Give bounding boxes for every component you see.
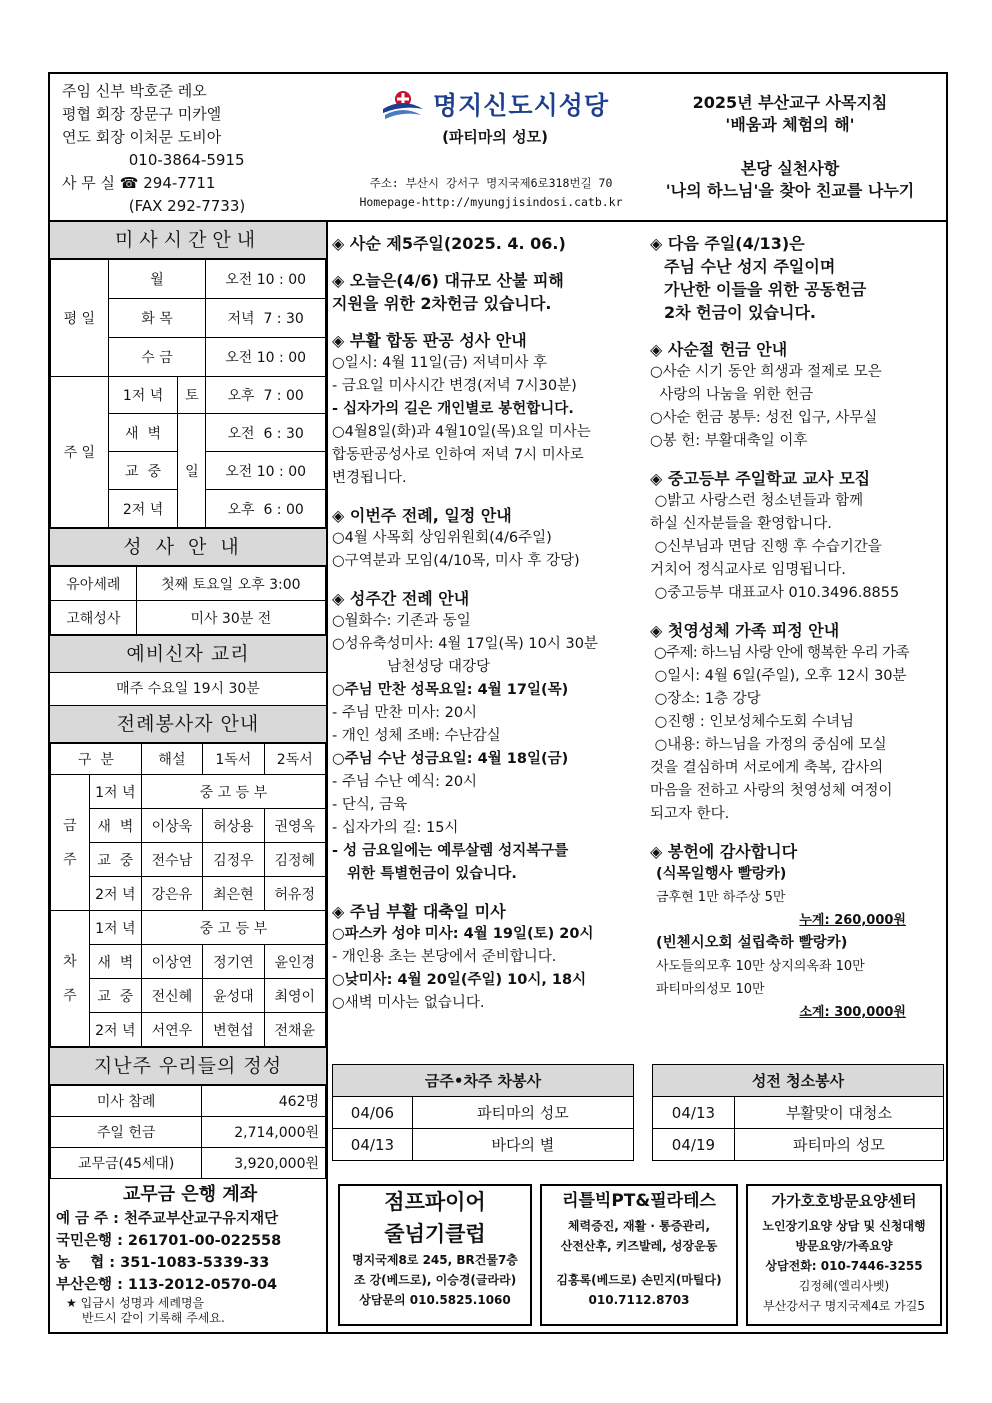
mass-schedule-table — [50, 259, 326, 528]
service-date: 04/06 — [333, 1097, 413, 1129]
server-mass: 1저 녁 — [89, 911, 141, 945]
server-name: 변현섭 — [203, 1013, 264, 1047]
section-line: - 개인용 초는 본당에서 준비합니다. — [332, 949, 557, 965]
section-line: - 주님 수난 예식: 20시 — [332, 774, 478, 790]
ad-title: 점프파이어 — [384, 1190, 486, 1214]
section-line: ○주제: 하느님 사랑 안에 행복한 우리 가족 — [650, 645, 909, 661]
church-homepage[interactable]: Homepage-http://myungjisindosi.catb.kr — [359, 195, 623, 209]
servers-header: 1독서 — [203, 744, 264, 775]
server-mass: 교 중 — [89, 843, 141, 877]
church-subtitle: (파티마의 성모) — [442, 128, 548, 146]
bank-line: 예 금 주 : 천주교부산교구유지재단 — [56, 1211, 279, 1227]
bank-line: 부산은행 : 113-2012-0570-04 — [56, 1277, 278, 1293]
server-name: 권영옥 — [264, 809, 325, 843]
ad-title: 리틀빅PT&필라테스 — [562, 1191, 716, 1211]
section-line: - 십자가의 길은 개인별로 봉헌합니다. — [332, 401, 574, 417]
staff-line: 연도 회장 이처문 도비아 — [62, 128, 222, 146]
server-name: 김정혜 — [264, 843, 325, 877]
section-heading: ◈ 성주간 전례 안내 — [332, 589, 470, 608]
server-mass: 1저 녁 — [89, 775, 141, 809]
staff-line: 주임 신부 박호준 레오 — [62, 82, 207, 100]
church-logo-block — [350, 86, 640, 147]
mass-schedule-title: 미사시간안내 — [50, 222, 326, 259]
ad-line: 010.7112.8703 — [588, 1293, 690, 1307]
server-name: 허유정 — [264, 877, 325, 911]
ad-line: 체력증진, 재활 · 통증관리, — [567, 1219, 711, 1233]
pastoral-line: 2025년 부산교구 사목지침 — [692, 93, 888, 112]
this-week-label: 금 주 — [51, 775, 90, 911]
server-name: 이상연 — [141, 945, 202, 979]
section-line: ○구역분과 모임(4/10목, 미사 후 강당) — [332, 553, 580, 569]
ad-line: 방문요양/가족요양 — [795, 1239, 893, 1253]
mass-day: 월 — [108, 260, 206, 299]
staff-info — [62, 80, 332, 218]
section-line: 하실 신자분들을 환영합니다. — [650, 516, 832, 532]
servers-title: 전례봉사자 안내 — [50, 705, 326, 743]
service-name: 파티마의 성모 — [412, 1097, 633, 1129]
section-line: - 금요일 미사시간 변경(저녁 7시30분) — [332, 378, 577, 394]
sacrament-name: 고해성사 — [51, 601, 137, 635]
section-line: ○파스카 성야 미사: 4월 19일(토) 20시 — [332, 926, 594, 942]
right-column — [650, 232, 944, 1024]
pastoral-guideline — [640, 92, 940, 202]
column-divider — [326, 222, 328, 1334]
ad-littlebig — [540, 1184, 738, 1326]
bank-line: 국민은행 : 261701-00-022558 — [56, 1233, 282, 1249]
offering-group-title: (식목일행사 빨랑카) — [656, 866, 787, 882]
server-name: 전채윤 — [264, 1013, 325, 1047]
section-line: ○신부님과 면담 진행 후 수습기간을 — [650, 539, 882, 555]
section-line: 거치어 정식교사로 임명됩니다. — [650, 562, 846, 578]
section-heading: ◈ 이번주 전례, 일정 안내 — [332, 506, 512, 525]
server-name: 최은현 — [203, 877, 264, 911]
section-line: ○월화수: 기존과 동일 — [332, 613, 471, 629]
bank-note: ★ 입금시 성명과 세례명을 — [66, 1296, 205, 1310]
server-name: 전신혜 — [141, 979, 202, 1013]
service-name: 부활맞이 대청소 — [734, 1097, 943, 1129]
section-heading: ◈ 첫영성체 가족 피정 안내 — [650, 621, 840, 640]
catechumen-title: 예비신자 교리 — [50, 635, 326, 673]
mass-name: 1저 녁 — [108, 377, 178, 414]
section-line: 되고자 한다. — [650, 806, 730, 822]
server-merged: 중 고 등 부 — [141, 911, 325, 945]
staff-line: 010-3864-5915 — [62, 151, 245, 169]
sacrament-name: 유아세례 — [51, 567, 137, 601]
church-address-block — [326, 174, 656, 212]
ad-title: 줄넘기클럽 — [384, 1222, 486, 1246]
ad-line: 김홍록(베드로) 손민지(마틸다) — [556, 1273, 722, 1287]
offering-donors: 사도들의모후 10만 상지의옥좌 10만 — [656, 959, 865, 974]
server-name: 전수남 — [141, 843, 202, 877]
offering-group-title: (빈첸시오회 설립축하 빨랑카) — [656, 935, 848, 951]
section-line: - 단식, 금육 — [332, 797, 408, 813]
sacrament-value: 미사 30분 전 — [136, 601, 325, 635]
offering-title: 지난주 우리들의 정성 — [50, 1047, 326, 1085]
server-name: 이상욱 — [141, 809, 202, 843]
server-name: 김정우 — [203, 843, 264, 877]
offering-value: 462명 — [202, 1086, 326, 1117]
section-heading: ◈ 사순절 헌금 안내 — [650, 340, 788, 359]
section-heading: ◈ 부활 합동 판공 성사 안내 — [332, 331, 527, 350]
section-heading: ◈ 사순 제5주일(2025. 4. 06.) — [332, 234, 566, 253]
section-line: ○내용: 하느님을 가정의 중심에 모실 — [650, 737, 887, 753]
staff-line: 사 무 실 ☎ 294-7711 — [62, 174, 216, 192]
practice-line: 본당 실천사항 — [740, 159, 840, 178]
server-name: 서연우 — [141, 1013, 202, 1047]
parking-service-table — [332, 1064, 634, 1161]
section-line: - 개인 성체 조배: 수난감실 — [332, 728, 501, 744]
servers-header: 2독서 — [264, 744, 325, 775]
server-name: 최영이 — [264, 979, 325, 1013]
mass-day: 토 — [178, 377, 206, 414]
mass-name: 교 중 — [108, 452, 178, 490]
parking-service-title: 금주•차주 차봉사 — [333, 1065, 634, 1097]
section-line: ○주님 만찬 성목요일: 4월 17일(목) — [332, 682, 569, 698]
church-address: 주소: 부산시 강서구 명지국제6로318번길 70 — [369, 176, 613, 190]
section-line: 마음을 전하고 사랑의 첫영성체 여정이 — [650, 783, 893, 799]
staff-line: (FAX 292-7733) — [62, 197, 246, 215]
servers-header: 해설 — [141, 744, 202, 775]
section-line: ○사순 헌금 봉투: 성전 입구, 사무실 — [650, 410, 878, 426]
ad-line: 김정혜(엘리사벳) — [798, 1279, 890, 1293]
mass-time: 오전 10 : 00 — [206, 452, 326, 490]
mass-time: 오전 10 : 00 — [206, 338, 326, 377]
section-line: 변경됩니다. — [332, 470, 407, 486]
server-merged: 중 고 등 부 — [141, 775, 325, 809]
offering-table — [50, 1085, 326, 1179]
ad-line: 부산강서구 명지국제4로 가길5 — [762, 1299, 925, 1313]
mass-time: 오후 7 : 00 — [206, 377, 326, 414]
server-mass: 새 벽 — [89, 809, 141, 843]
section-line: 주님 수난 성지 주일이며 — [664, 257, 836, 276]
section-line: 남천성당 대강당 — [332, 659, 490, 675]
bank-note: 반드시 같이 기록해 주세요. — [82, 1311, 225, 1325]
section-line: ○봉 헌: 부활대축일 이후 — [650, 433, 808, 449]
section-line: ○주님 수난 성금요일: 4월 18일(금) — [332, 751, 569, 767]
section-line: ○장소: 1층 강당 — [650, 691, 761, 707]
section-line: ○일시: 4월 6일(주일), 오후 12시 30분 — [650, 668, 907, 684]
section-heading: ◈ 봉헌에 감사합니다 — [650, 842, 798, 861]
server-name: 정기연 — [203, 945, 264, 979]
mass-day: 수 금 — [108, 338, 206, 377]
ad-line: 상담전화: 010-7446-3255 — [765, 1259, 923, 1273]
ad-jumpfire — [338, 1184, 532, 1326]
section-heading: ◈ 중고등부 주일학교 교사 모집 — [650, 469, 871, 488]
section-line: 지원을 위한 2차헌금 있습니다. — [332, 294, 552, 313]
section-line: 위한 특별헌금이 있습니다. — [332, 866, 517, 882]
offering-value: 2,714,000원 — [202, 1117, 326, 1148]
weekday-label: 평 일 — [51, 260, 109, 377]
offering-value: 3,920,000원 — [202, 1148, 326, 1179]
section-line: ○4월8일(화)과 4월10일(목)요일 미사는 — [332, 424, 591, 440]
sunday-label: 주 일 — [51, 377, 109, 528]
section-line: ○진행 : 인보성체수도회 수녀님 — [650, 714, 855, 730]
mass-name: 새 벽 — [108, 414, 178, 452]
server-mass: 새 벽 — [89, 945, 141, 979]
section-line: 2차 헌금이 있습니다. — [664, 303, 816, 322]
catechumen-schedule: 매주 수요일 19시 30분 — [116, 681, 260, 697]
mass-day: 일 — [178, 414, 206, 528]
offering-total: 누계: 260,000원 — [799, 913, 906, 928]
section-line: 것을 결심하며 서로에게 축복, 감사의 — [650, 760, 884, 776]
section-line: ○밝고 사랑스런 청소년들과 함께 — [650, 493, 864, 509]
service-name: 바다의 별 — [412, 1129, 633, 1161]
cleaning-service-title: 성전 청소봉사 — [653, 1065, 944, 1097]
section-heading: ◈ 오늘은(4/6) 대규모 산불 피해 — [332, 271, 564, 290]
server-name: 강은유 — [141, 877, 202, 911]
mass-time: 오전 6 : 30 — [206, 414, 326, 452]
offering-name: 미사 참례 — [51, 1086, 202, 1117]
next-week-label: 차 주 — [51, 911, 90, 1047]
mass-time: 오전 10 : 00 — [206, 260, 326, 299]
ad-line: 명지국제8로 245, BR건물7층 — [352, 1253, 518, 1267]
section-line: - 성 금요일에는 예루살렘 성지복구를 — [332, 843, 569, 859]
servers-table — [50, 743, 326, 1047]
left-column — [50, 222, 326, 1179]
section-line: ○성유축성미사: 4월 17일(목) 10시 30분 — [332, 636, 598, 652]
section-line: ○낮미사: 4월 20일(주일) 10시, 18시 — [332, 972, 587, 988]
service-name: 파티마의 성모 — [734, 1129, 943, 1161]
sacrament-value: 첫째 토요일 오후 3:00 — [136, 567, 325, 601]
mass-time: 저녁 7 : 30 — [206, 299, 326, 338]
bulletin-page — [48, 72, 948, 1334]
server-mass: 2저 녁 — [89, 1013, 141, 1047]
ad-line — [542, 1256, 736, 1270]
server-name: 허상용 — [203, 809, 264, 843]
bank-title: 교무금 은행 계좌 — [122, 1184, 258, 1205]
ad-line: 조 강(베드로), 이승경(글라라) — [353, 1273, 517, 1287]
section-line: 사랑의 나눔을 위한 헌금 — [650, 387, 814, 403]
offering-name: 교무금(45세대) — [51, 1148, 202, 1179]
offering-name: 주일 헌금 — [51, 1117, 202, 1148]
server-name: 윤인경 — [264, 945, 325, 979]
cleaning-service-table — [652, 1064, 944, 1161]
ad-care-center — [746, 1184, 942, 1326]
section-heading: ◈ 다음 주일(4/13)은 — [650, 234, 805, 253]
servers-header: 구 분 — [51, 744, 142, 775]
section-line: 합동판공성사로 인하여 저녁 7시 미사로 — [332, 447, 584, 463]
middle-column — [332, 232, 640, 1015]
bank-account-block — [56, 1182, 324, 1326]
bulletin-header — [50, 74, 946, 222]
ad-line: 산전산후, 키즈발레, 성장운동 — [560, 1239, 718, 1253]
mass-name: 2저 녁 — [108, 490, 178, 528]
server-mass: 교 중 — [89, 979, 141, 1013]
mass-time: 오후 6 : 00 — [206, 490, 326, 528]
church-logo-icon — [381, 87, 425, 121]
section-line: 가난한 이들을 위한 공동헌금 — [664, 280, 867, 299]
service-date: 04/13 — [653, 1097, 735, 1129]
server-mass: 2저 녁 — [89, 877, 141, 911]
section-line: - 십자가의 길: 15시 — [332, 820, 459, 836]
offering-donors: 금후현 1만 하주상 5만 — [656, 890, 786, 905]
staff-line: 평협 회장 장문구 미카엘 — [62, 105, 222, 123]
offering-donors: 파티마의성모 10만 — [656, 982, 765, 997]
server-name: 윤성대 — [203, 979, 264, 1013]
section-line: ○4월 사목회 상임위원회(4/6주일) — [332, 530, 552, 546]
section-line: ○일시: 4월 11일(금) 저녁미사 후 — [332, 355, 548, 371]
service-date: 04/13 — [333, 1129, 413, 1161]
mass-day: 화 목 — [108, 299, 206, 338]
service-date: 04/19 — [653, 1129, 735, 1161]
offering-total: 소계: 300,000원 — [799, 1005, 906, 1020]
sacrament-table — [50, 566, 326, 635]
church-name: 명지신도시성당 — [432, 91, 610, 120]
section-line: ○새벽 미사는 없습니다. — [332, 995, 485, 1011]
sacrament-title: 성사안내 — [50, 528, 326, 566]
pastoral-line: '배움과 체험의 해' — [725, 115, 855, 134]
section-line: - 주님 만찬 미사: 20시 — [332, 705, 478, 721]
practice-line: '나의 하느님'을 찾아 친교를 나누기 — [665, 181, 915, 200]
section-heading: ◈ 주님 부활 대축일 미사 — [332, 902, 506, 921]
section-line: ○사순 시기 동안 희생과 절제로 모은 — [650, 364, 882, 380]
ad-title: 가가호호방문요양센터 — [771, 1192, 917, 1210]
ad-line: 상담문의 010.5825.1060 — [359, 1293, 511, 1307]
ad-line: 노인장기요양 상담 및 신청대행 — [762, 1219, 926, 1233]
section-line: ○중고등부 대표교사 010.3496.8855 — [650, 585, 900, 601]
bank-line: 농 협 : 351-1083-5339-33 — [56, 1255, 270, 1271]
